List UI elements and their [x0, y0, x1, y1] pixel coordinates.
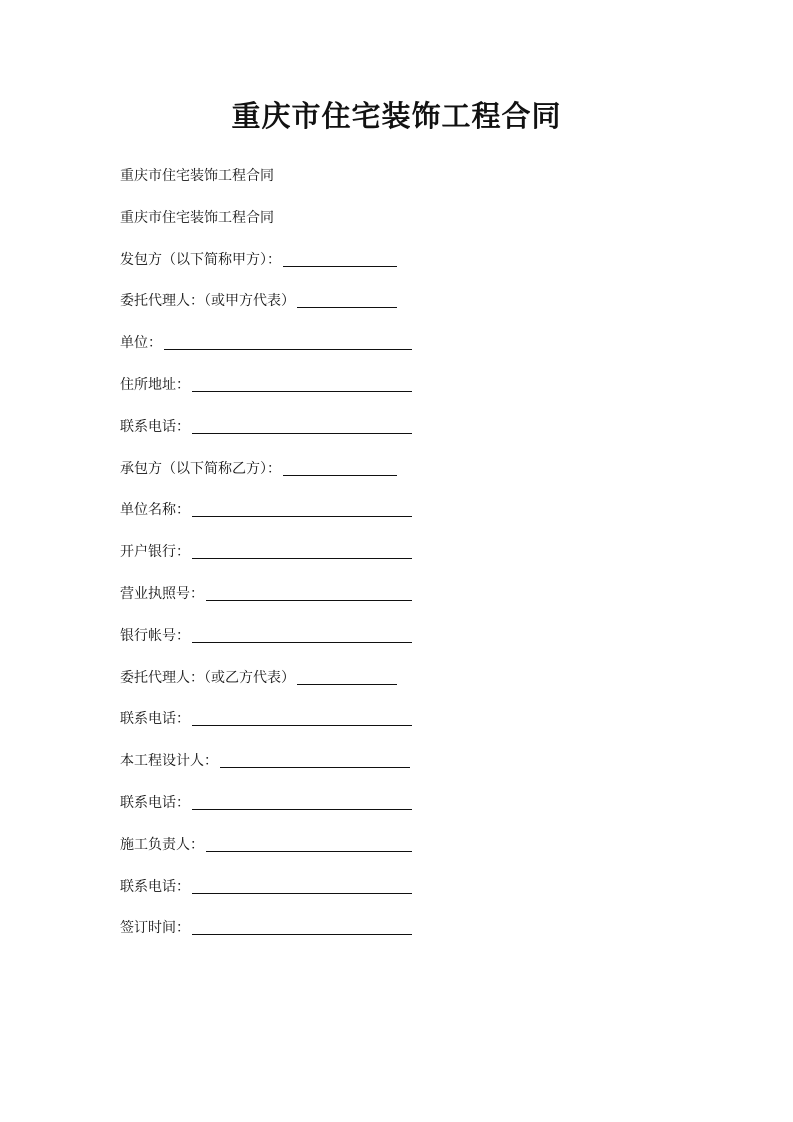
contract-body — [120, 164, 420, 958]
fill-in-blank[interactable] — [297, 666, 397, 685]
field-label: 委托代理人：（或甲方代表） — [120, 293, 295, 310]
field-bank — [120, 540, 420, 582]
intro-line — [120, 206, 420, 248]
field-employer-phone — [120, 415, 420, 457]
field-license-number — [120, 582, 420, 624]
field-designer-phone — [120, 791, 420, 833]
fill-in-blank[interactable] — [192, 624, 412, 643]
intro-text: 重庆市住宅装饰工程合同 — [120, 209, 274, 226]
page-title: 重庆市住宅装饰工程合同 — [231, 99, 562, 133]
fill-in-blank[interactable] — [192, 875, 412, 894]
field-label: 开户银行： — [120, 544, 190, 561]
fill-in-blank[interactable] — [283, 457, 397, 476]
field-label: 本工程设计人： — [120, 753, 218, 770]
field-label: 委托代理人：（或乙方代表） — [120, 669, 295, 686]
field-label: 单位名称： — [120, 502, 190, 519]
fill-in-blank[interactable] — [192, 540, 412, 559]
fill-in-blank[interactable] — [283, 248, 397, 267]
fill-in-blank[interactable] — [192, 916, 412, 935]
field-label: 联系电话： — [120, 794, 190, 811]
field-contractor-phone — [120, 707, 420, 749]
field-contractor-name — [120, 498, 420, 540]
field-employer — [120, 248, 420, 290]
fill-in-blank[interactable] — [164, 331, 412, 350]
field-label: 营业执照号： — [120, 585, 204, 602]
field-employer-address — [120, 373, 420, 415]
field-label: 发包方（以下简称甲方）： — [120, 251, 281, 268]
fill-in-blank[interactable] — [192, 415, 412, 434]
field-designer — [120, 749, 420, 791]
fill-in-blank[interactable] — [206, 833, 412, 852]
fill-in-blank[interactable] — [192, 498, 412, 517]
field-contractor-agent — [120, 666, 420, 708]
field-employer-unit — [120, 331, 420, 373]
field-contractor — [120, 457, 420, 499]
field-bank-account — [120, 624, 420, 666]
field-label: 施工负责人： — [120, 836, 204, 853]
fill-in-blank[interactable] — [192, 707, 412, 726]
field-label: 联系电话： — [120, 878, 190, 895]
intro-line — [120, 164, 420, 206]
fill-in-blank[interactable] — [192, 373, 412, 392]
field-label: 承包方（以下简称乙方）： — [120, 460, 281, 477]
fill-in-blank[interactable] — [220, 749, 410, 768]
intro-text: 重庆市住宅装饰工程合同 — [120, 168, 274, 184]
field-label: 联系电话： — [120, 418, 190, 435]
fill-in-blank[interactable] — [297, 289, 397, 308]
field-site-manager — [120, 833, 420, 875]
fill-in-blank[interactable] — [192, 791, 412, 810]
field-employer-agent — [120, 289, 420, 331]
field-site-manager-phone — [120, 875, 420, 917]
field-signing-date — [120, 916, 420, 958]
field-label: 联系电话： — [120, 711, 190, 728]
field-label: 签订时间： — [120, 920, 190, 937]
fill-in-blank[interactable] — [206, 582, 412, 601]
field-label: 住所地址： — [120, 376, 190, 393]
field-label: 银行帐号： — [120, 627, 190, 644]
field-label: 单位： — [120, 335, 162, 352]
